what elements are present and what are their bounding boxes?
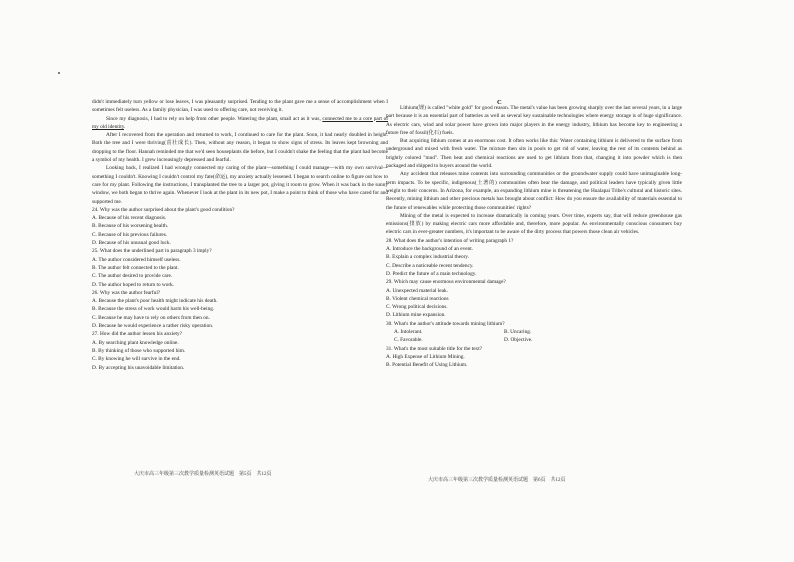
option: A. Because the plant's poor health might indicate his death.: [92, 298, 218, 305]
option: D. Lithium mine expansion.: [386, 312, 446, 319]
option-row: [394, 328, 682, 336]
question-30: 30. What's the author's attitude towards mining lithium? A. Intolerant. B. Uncaring. C. Favorable. D. Objective.: [386, 320, 682, 345]
passage-paragraph: Mining of the metal is expected to increase dramatically in coming years. Over time, experts say, that will reduce greenhouse gas emissions(排放) by making electric cars more affordable and, therefore, more popular. As environmentally conscious consumers buy electric cars in ever-greater numbers, it's important to be aware of the dirty process that powers those clean air vehicles.: [386, 212, 682, 236]
scan-speck: [58, 72, 60, 74]
option: D. By accepting his unavoidable limitation.: [92, 364, 185, 371]
option: D. Objective.: [504, 337, 533, 344]
option: A. Unexpected material leak.: [386, 287, 448, 294]
question-24: 24. Why was the author surprised about the plant's good condition? A. Because of his recent diagnosis. B. Because of his worsening health. C. Because of his previous failures. D. Because of his unusual good luck.: [92, 206, 388, 247]
question-28: 28. What does the author's intention of writing paragraph 1? A. Introduce the background of an event. B. Explain a complex industrial theory. C. Describe a noticeable recent tendency. D. Predict the future of a main technology.: [386, 237, 682, 278]
page-footer: 大庆市高三年级第三次教学质量检测英语试题 第6页 共12页: [428, 478, 566, 483]
passage-paragraph: Looking back, I realized I had wrongly connected my caring of the plant—something I could manage—with my own survival—something I couldn't. Knowing I couldn't control my fate(命运), my anxiety actually lessened. I began to search online to figure out how to care for my plant. Following the instructions, I transplanted the tree to a larger pot, giving it room to grow. When it was back in the sunny window, we both began to thrive again. Whenever I look at the plant in its new pot, I make a point to think of those who have cared for and supported me.: [92, 165, 388, 205]
option: A. Because of his recent diagnosis.: [92, 215, 167, 222]
option-row: [394, 336, 682, 344]
option: D. Because of his unusual good luck.: [92, 240, 171, 247]
option: B. Potential Benefit of Using Lithium.: [386, 362, 468, 369]
option: C. Favorable.: [394, 337, 423, 344]
question-31: 31. What's the most suitable title for the text? A. High Expense of Lithium Mining. B. Potential Benefit of Using Lithium.: [386, 345, 682, 370]
option: D. Predict the future of a main technology.: [386, 270, 477, 277]
passage-paragraph: Any accident that releases mine contents into surrounding communities or the groundwater supply could have unimaginable long-term impacts. To be specific, indigenous(土著的) communities often bear the damage, and political leaders have typically given little weight to their concerns. In Arizona, for example, an expanding lithium mine is threatening the Hualapai Tribe's cultural and historic sites. Recently, mining lithium and other precious metals has brought about conflict: How do you ensure the availability of materials essential to the future of renewables while protecting those communities' rights?: [386, 171, 682, 211]
option: C. Because of his previous failures.: [92, 231, 168, 238]
question-25: 25. What does the underlined part in paragraph 3 imply? A. The author considered himself useless. B. The author felt connected to the plant. C. The author desired to provide care. D. The author hoped to return to work.: [92, 247, 388, 288]
option: D. Because he would experience a rather risky operation.: [92, 323, 214, 330]
option: C. Because he may have to rely on others from then on.: [92, 314, 210, 321]
option: A. By searching plant knowledge online.: [92, 339, 179, 346]
question-26: 26. Why was the author fearful? A. Because the plant's poor health might indicate his death. B. Because the stress of work would harm his well-being. C. Because he may have to rely on others from then on. D. Because he would experience a rather risky operation.: [92, 289, 388, 330]
option: A. Introduce the background of an event.: [386, 246, 474, 253]
option: B. Because of his worsening health.: [92, 223, 169, 230]
option: C. By knowing he will survive in the end.: [92, 356, 181, 363]
option: A. The author considered himself useless.: [92, 256, 181, 263]
option: B. Explain a complex industrial theory.: [386, 254, 470, 261]
option: B. Uncaring.: [504, 329, 532, 336]
option: B. Violent chemical reactions: [386, 295, 449, 302]
passage-paragraph: But acquiring lithium comes at an enormous cost. It often works like this: Water containing lithium is delivered to the surface from underground and mixed with fresh water. The mixture then sits in pools to get rid of water, leaving the rest of its contents behind as brightly colored "mud". Then heat and chemical reactions are used to get lithium from that, changing it into powder which is then packaged and shipped to buyers around the world.: [386, 138, 682, 170]
question-27: 27. How did the author lessen his anxiety? A. By searching plant knowledge online. B. By thinking of those who supported him. C. By knowing he will survive in the end. D. By accepting his unavoidable limitation.: [92, 330, 388, 371]
option: A. High Expense of Lithium Mining.: [386, 353, 465, 360]
option: C. Wrong political decisions.: [386, 304, 448, 311]
option: C. The author desired to provide care.: [92, 273, 173, 280]
option: B. By thinking of those who supported him.: [92, 347, 186, 354]
option: D. The author hoped to return to work.: [92, 281, 175, 288]
option: A. Intolerant.: [394, 329, 423, 336]
section-title: C: [497, 99, 502, 106]
passage-paragraph: didn't immediately turn yellow or lose leaves, I was pleasantly surprised. Tending to the plant gave me a sense of accomplishment when I sometimes felt useless. As a family physician, I was used to offering care, not receiving it.: [92, 99, 388, 114]
passage-paragraph: After I recovered from the operation and returned to work, I continued to care for the plant. Soon, it had nearly doubled in height. Both the tree and I were thriving(茁壮成长). Then, without any reason, it began to show signs of stress. Its leaves kept browning and dropping to the floor. Hannah reminded me that we'd seen houseplants die before, but I couldn't shake the feeling that the plant had become a symbol of my health. I grew increasingly depressed and fearful.: [92, 132, 388, 164]
option: C. Describe a noticeable recent tendency.: [386, 262, 474, 269]
option: B. The author felt connected to the plant.: [92, 264, 179, 271]
option: B. Because the stress of work would harm his well-being.: [92, 306, 215, 313]
right-column: [386, 104, 682, 370]
passage-paragraph: Lithium(锂) is called "white gold" for good reason. The metal's value has been growing sharply over the last several years, in a large part because it is an essential part of batteries as well as several key sustainable technologies where energy storage is of huge significance. As electric cars, wind and solar power have grown into major players in the energy industry, lithium has become key to engineering a future free of fossil(化石) fuels.: [386, 105, 682, 136]
underlined-phrase: connected me to a core part of my old identity: [92, 115, 388, 130]
question-29: 29. Which may cause enormous environmental damage? A. Unexpected material leak. B. Violent chemical reactions C. Wrong political decisions. D. Lithium mine expansion.: [386, 278, 682, 319]
page-footer: 大庆市高三年级第三次教学质量检测英语试题 第5页 共12页: [134, 472, 272, 477]
passage-paragraph: Since my diagnosis, I had to rely on help from other people. Watering the plant, small act as it was, connected me to a core part of my old identity.: [92, 115, 388, 130]
left-column: [92, 98, 388, 372]
